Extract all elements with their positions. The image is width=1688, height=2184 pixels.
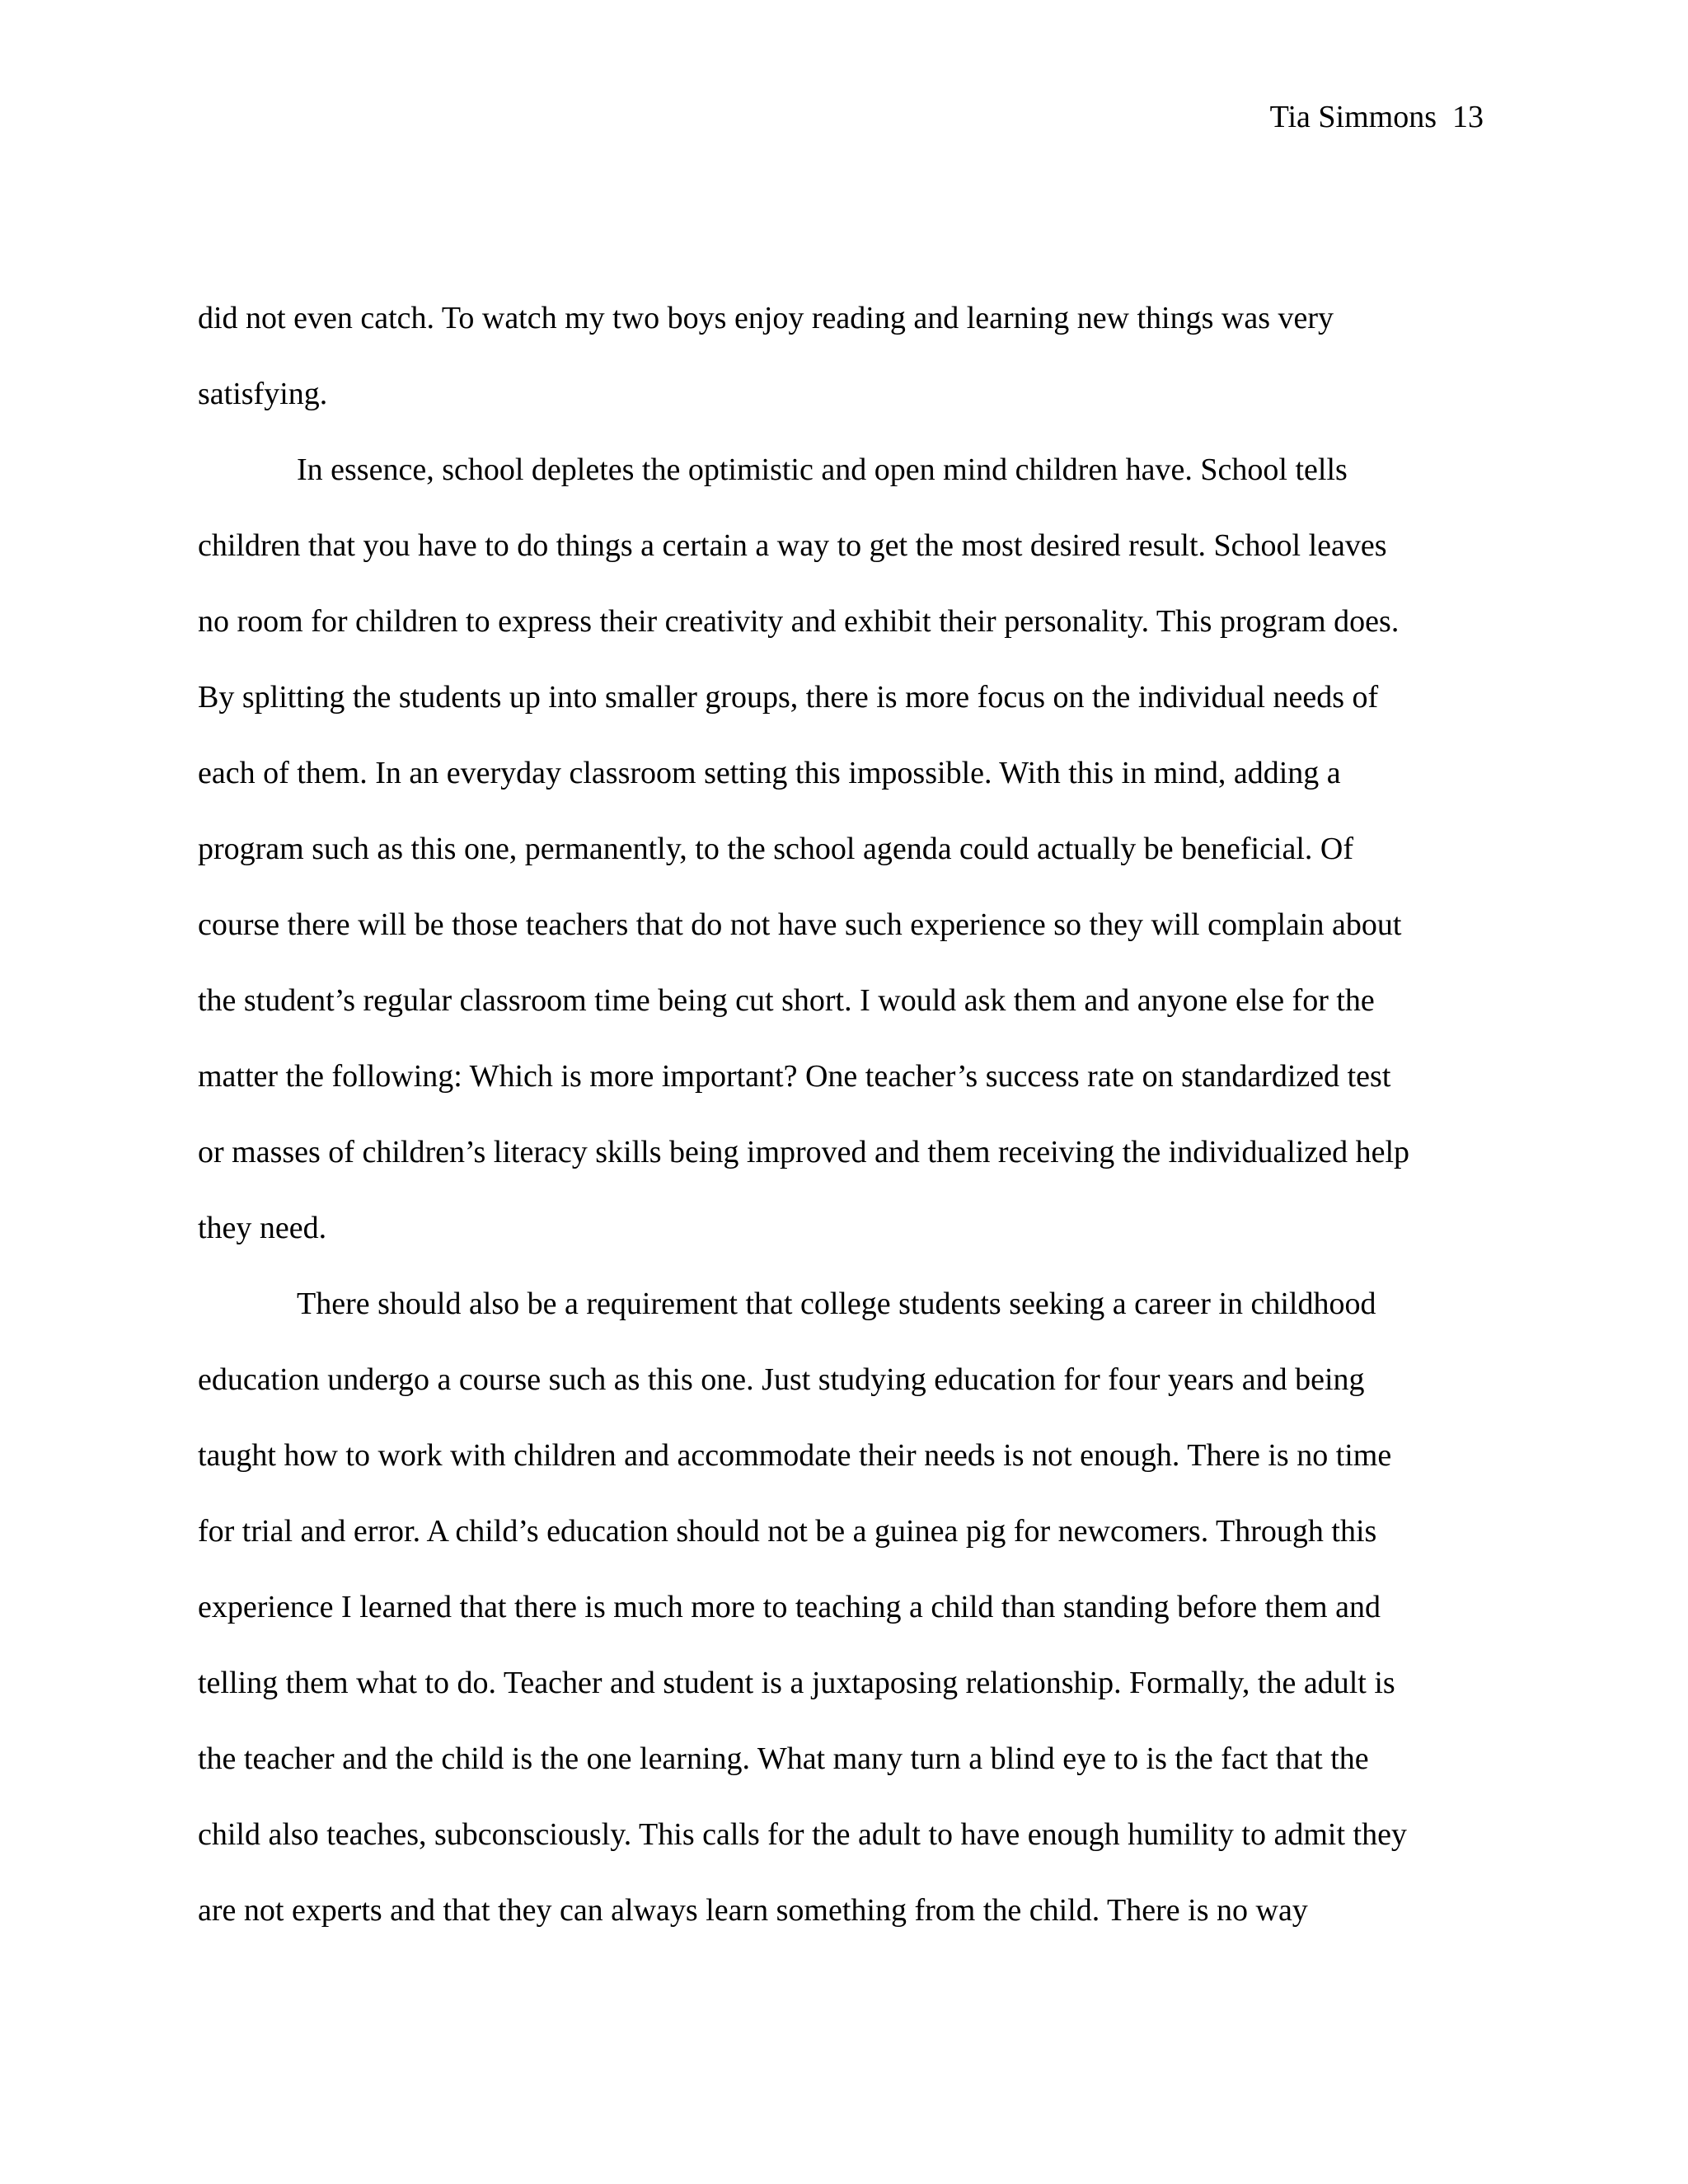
text-line: each of them. In an everyday classroom setting this impossible. With this in mind, adding a xyxy=(198,756,1341,790)
text-line: There should also be a requirement that college students seeking a career in childhood xyxy=(297,1286,1376,1321)
text-line: children that you have to do things a certain a way to get the most desired result. School leaves xyxy=(198,528,1387,563)
text-line: satisfying. xyxy=(198,377,328,411)
text-line: the student’s regular classroom time being cut short. I would ask them and anyone else for the xyxy=(198,983,1375,1018)
header-author: Tia Simmons xyxy=(1269,100,1437,134)
body-text xyxy=(198,298,1500,1966)
text-line: the teacher and the child is the one learning. What many turn a blind eye to is the fact that the xyxy=(198,1741,1369,1776)
running-head xyxy=(1270,97,1484,137)
text-line: taught how to work with children and accommodate their needs is not enough. There is no time xyxy=(198,1438,1392,1473)
text-line: course there will be those teachers that do not have such experience so they will complain about xyxy=(198,907,1402,942)
text-line: did not even catch. To watch my two boys enjoy reading and learning new things was very xyxy=(198,301,1334,335)
text-line: In essence, school depletes the optimistic and open mind children have. School tells xyxy=(297,452,1348,487)
text-line: they need. xyxy=(198,1211,327,1245)
text-line: matter the following: Which is more important? One teacher’s success rate on standardized test xyxy=(198,1059,1391,1094)
text-line: for trial and error. A child’s education should not be a guinea pig for newcomers. Through this xyxy=(198,1514,1377,1549)
text-line: By splitting the students up into smaller groups, there is more focus on the individual needs of xyxy=(198,680,1379,715)
text-line: telling them what to do. Teacher and student is a juxtaposing relationship. Formally, the adult is xyxy=(198,1666,1395,1700)
text-line: or masses of children’s literacy skills being improved and them receiving the individualized help xyxy=(198,1135,1409,1169)
text-line: program such as this one, permanently, to the school agenda could actually be beneficial. Of xyxy=(198,832,1354,866)
text-line: experience I learned that there is much more to teaching a child than standing before them and xyxy=(198,1590,1381,1624)
page-number: 13 xyxy=(1452,100,1484,134)
text-line: child also teaches, subconsciously. This calls for the adult to have enough humility to admit they xyxy=(198,1817,1407,1852)
text-line: are not experts and that they can always learn something from the child. There is no way xyxy=(198,1893,1308,1928)
text-line: no room for children to express their creativity and exhibit their personality. This program does. xyxy=(198,604,1400,639)
text-line: education undergo a course such as this one. Just studying education for four years and being xyxy=(198,1362,1365,1397)
